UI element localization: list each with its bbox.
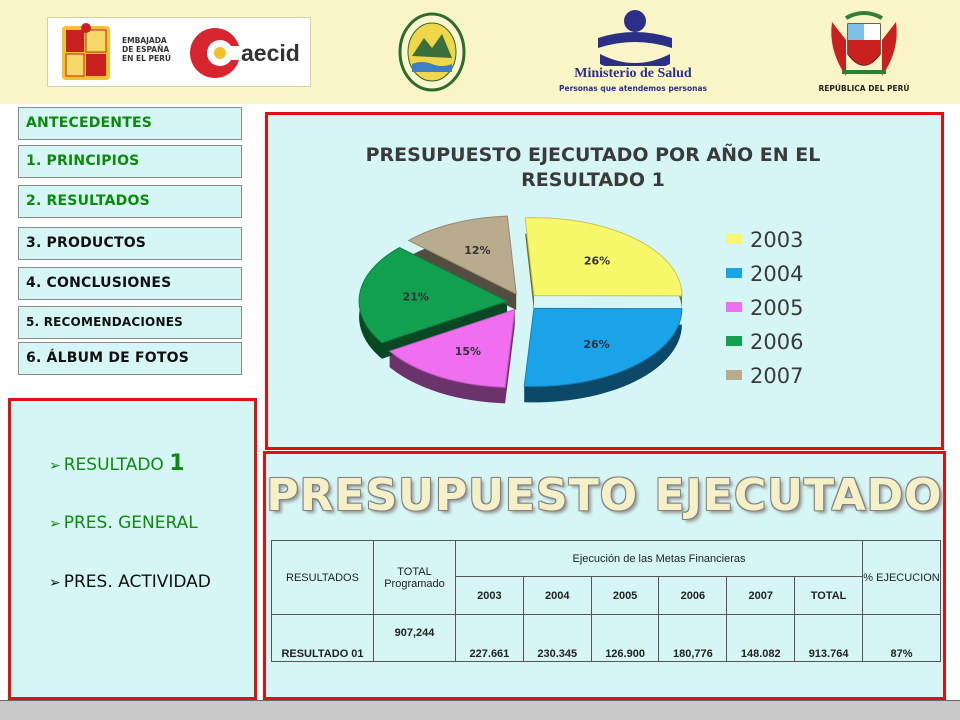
section-title: PRESUPUESTO EJECUTADO	[266, 470, 943, 521]
arrow-bullet-icon: ➢	[49, 516, 61, 532]
nav-resultados-number: 2.	[26, 193, 42, 209]
nav-productos[interactable]	[18, 227, 242, 260]
pie-label-2003: 26%	[583, 254, 611, 268]
pie-label-2007: 12%	[464, 244, 491, 258]
table-panel	[263, 451, 946, 700]
legend-swatch-2005	[726, 302, 742, 312]
pie-label-2005: 15%	[454, 345, 482, 359]
header-total-programado: TOTAL Programado	[374, 541, 456, 615]
embajada-text: EMBAJADA DE ESPAÑA EN EL PERÚ	[122, 36, 172, 63]
nav-album-fotos[interactable]	[18, 342, 242, 375]
header-year-2007: 2007	[727, 577, 795, 615]
legend-swatch-2006	[726, 336, 742, 346]
arrow-bullet-icon: ➢	[49, 575, 61, 591]
header-pct-ejecucion: % EJECUCION	[863, 541, 941, 615]
nav-recomendaciones-number: 5.	[26, 315, 40, 329]
nav-antecedentes[interactable]	[18, 107, 242, 140]
link-pres-actividad-label: PRES. ACTIVIDAD	[63, 572, 211, 592]
header-banner	[0, 0, 960, 104]
cell-2007: 148.082	[727, 615, 795, 662]
chart-title: PRESUPUESTO EJECUTADO POR AÑO EN EL RESULTADO 1	[365, 144, 821, 191]
cell-total: 913.764	[795, 615, 863, 662]
cell-total-programado: 907,244	[374, 615, 456, 662]
gobierno-regional-seal-icon	[398, 12, 466, 92]
cell-pct: 87%	[863, 615, 941, 662]
link-resultado-number: 1	[169, 451, 185, 476]
nav-principios-number: 1.	[26, 153, 42, 169]
pie-label-2004: 26%	[583, 337, 610, 351]
nav-productos-label: PRODUCTOS	[46, 235, 147, 251]
sub-navigation-panel	[8, 398, 257, 700]
minsa-logo	[590, 8, 680, 66]
cell-2005: 126.900	[591, 615, 659, 662]
header-year-2004: 2004	[523, 577, 591, 615]
header-total: TOTAL	[795, 577, 863, 615]
cell-2004: 230.345	[523, 615, 591, 662]
minsa-subtitle: Personas que atendemos personas	[559, 84, 707, 93]
legend-label-2004: 2004	[750, 262, 804, 286]
nav-recomendaciones[interactable]	[18, 306, 242, 339]
link-pres-actividad[interactable]	[49, 572, 211, 592]
cell-2003: 227.661	[456, 615, 524, 662]
nav-album-number: 6.	[26, 350, 42, 366]
link-resultado-1[interactable]	[49, 451, 185, 476]
header-year-2003: 2003	[456, 577, 524, 615]
nav-resultados-label: RESULTADOS	[46, 193, 150, 209]
link-pres-general-label: PRES. GENERAL	[63, 513, 198, 533]
legend-label-2007: 2007	[750, 364, 804, 388]
header-year-2005: 2005	[591, 577, 659, 615]
peru-coat-of-arms	[826, 10, 902, 84]
nav-principios[interactable]	[18, 145, 242, 178]
cell-2006: 180,776	[659, 615, 727, 662]
legend-label-2005: 2005	[750, 296, 804, 320]
budget-table	[271, 540, 941, 662]
nav-conclusiones-label: CONCLUSIONES	[46, 275, 172, 291]
table-row	[272, 615, 941, 662]
nav-conclusiones-number: 4.	[26, 275, 42, 291]
header-resultados: RESULTADOS	[272, 541, 374, 615]
arrow-bullet-icon: ➢	[49, 458, 61, 474]
nav-productos-number: 3.	[26, 235, 42, 251]
legend-swatch-2007	[726, 370, 742, 380]
legend-swatch-2004	[726, 268, 742, 278]
nav-antecedentes-label: ANTECEDENTES	[26, 115, 153, 131]
peru-text: REPÚBLICA DEL PERÚ	[818, 84, 910, 93]
legend-label-2003: 2003	[750, 228, 804, 252]
gobierno-regional-logo	[398, 12, 466, 92]
nav-principios-label: PRINCIPIOS	[46, 153, 140, 169]
pie-chart	[268, 115, 941, 447]
aecid-text: aecid	[241, 40, 300, 66]
chart-panel	[265, 112, 944, 450]
header-year-2006: 2006	[659, 577, 727, 615]
nav-recomendaciones-label: RECOMENDACIONES	[43, 315, 183, 329]
minsa-person-icon	[590, 8, 680, 66]
minsa-title: Ministerio de Salud	[574, 66, 692, 81]
nav-resultados[interactable]	[18, 185, 242, 218]
legend-label-2006: 2006	[750, 330, 804, 354]
bottom-bar	[0, 700, 960, 720]
header-ejecucion: Ejecución de las Metas Financieras	[456, 541, 863, 577]
nav-album-label: ÁLBUM DE FOTOS	[46, 350, 190, 366]
legend-swatch-2003	[726, 234, 742, 244]
embajada-aecid-logo	[47, 17, 311, 87]
peru-coat-of-arms-icon	[826, 10, 902, 84]
pie-label-2006: 21%	[402, 290, 429, 304]
cell-resultado: RESULTADO 01	[272, 615, 374, 662]
nav-conclusiones[interactable]	[18, 267, 242, 300]
link-pres-general[interactable]	[49, 513, 198, 533]
link-resultado-label: RESULTADO	[63, 455, 164, 475]
